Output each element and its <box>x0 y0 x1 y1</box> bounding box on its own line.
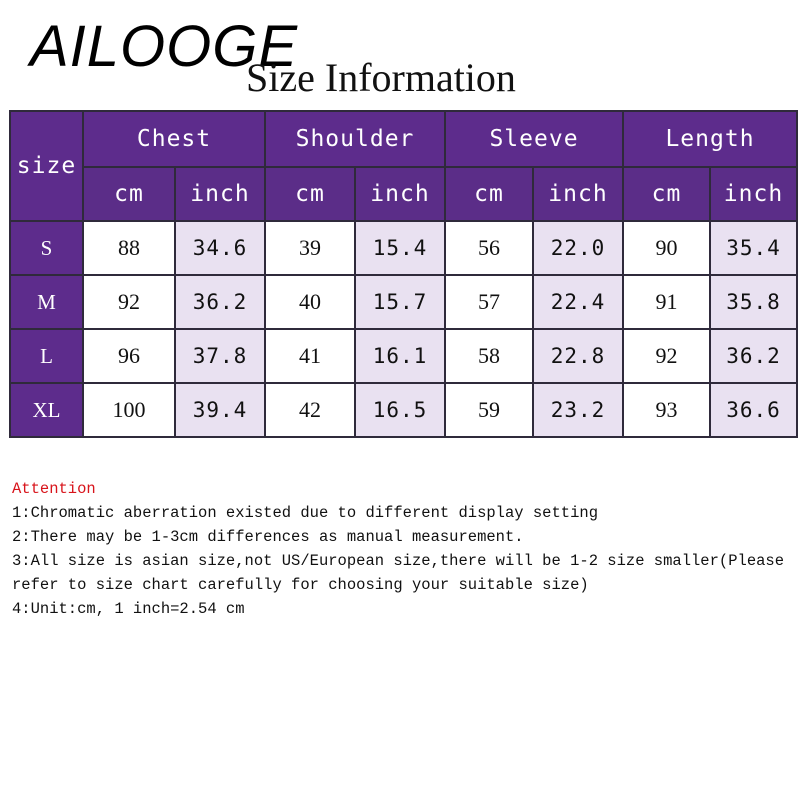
inch-value-cell: 22.8 <box>533 329 623 383</box>
size-rows <box>10 221 797 437</box>
header-row-units <box>10 167 797 221</box>
size-label: M <box>10 275 83 329</box>
inch-value-cell: 36.2 <box>710 329 797 383</box>
cm-value-cell: 91 <box>623 275 710 329</box>
unit-header-cm: cm <box>445 167 533 221</box>
unit-header-inch: inch <box>175 167 265 221</box>
inch-value-cell: 36.2 <box>175 275 265 329</box>
size-label: XL <box>10 383 83 437</box>
inch-value-cell: 35.8 <box>710 275 797 329</box>
size-label: S <box>10 221 83 275</box>
notes-section <box>12 477 792 621</box>
cm-value-cell: 40 <box>265 275 355 329</box>
inch-value-cell: 15.7 <box>355 275 445 329</box>
inch-value-cell: 23.2 <box>533 383 623 437</box>
cm-value-cell: 93 <box>623 383 710 437</box>
unit-header-cm: cm <box>265 167 355 221</box>
size-chart-table <box>9 110 798 438</box>
table-row <box>10 383 797 437</box>
note-line: 1:Chromatic aberration existed due to different display setting <box>12 504 598 522</box>
unit-header-inch: inch <box>533 167 623 221</box>
inch-value-cell: 16.5 <box>355 383 445 437</box>
header-row-groups <box>10 111 797 167</box>
inch-value-cell: 22.0 <box>533 221 623 275</box>
group-header-length: Length <box>623 111 797 167</box>
group-header-chest: Chest <box>83 111 265 167</box>
inch-value-cell: 34.6 <box>175 221 265 275</box>
inch-value-cell: 39.4 <box>175 383 265 437</box>
unit-header-inch: inch <box>355 167 445 221</box>
brand-logo: AILOOGE <box>30 14 299 79</box>
table-row <box>10 329 797 383</box>
cm-value-cell: 42 <box>265 383 355 437</box>
cm-value-cell: 58 <box>445 329 533 383</box>
page-title: Size Information <box>246 55 516 100</box>
cm-value-cell: 88 <box>83 221 175 275</box>
cm-value-cell: 100 <box>83 383 175 437</box>
cm-value-cell: 59 <box>445 383 533 437</box>
inch-value-cell: 36.6 <box>710 383 797 437</box>
cm-value-cell: 90 <box>623 221 710 275</box>
note-line: 2:There may be 1-3cm differences as manual measurement. <box>12 528 524 546</box>
size-label: L <box>10 329 83 383</box>
inch-value-cell: 22.4 <box>533 275 623 329</box>
inch-value-cell: 35.4 <box>710 221 797 275</box>
inch-value-cell: 15.4 <box>355 221 445 275</box>
cm-value-cell: 41 <box>265 329 355 383</box>
inch-value-cell: 37.8 <box>175 329 265 383</box>
group-header-sleeve: Sleeve <box>445 111 623 167</box>
cm-value-cell: 57 <box>445 275 533 329</box>
cm-value-cell: 39 <box>265 221 355 275</box>
table-row <box>10 221 797 275</box>
attention-heading: Attention <box>12 480 96 498</box>
note-line: 4:Unit:cm, 1 inch=2.54 cm <box>12 600 245 618</box>
inch-value-cell: 16.1 <box>355 329 445 383</box>
cm-value-cell: 92 <box>83 275 175 329</box>
group-header-shoulder: Shoulder <box>265 111 445 167</box>
note-line: 3:All size is asian size,not US/European size,there will be 1-2 size smaller(Please refer to size chart carefully for choosing your suitable size) <box>12 552 794 594</box>
unit-header-cm: cm <box>623 167 710 221</box>
size-column-header: size <box>10 111 83 221</box>
cm-value-cell: 56 <box>445 221 533 275</box>
table-row <box>10 275 797 329</box>
cm-value-cell: 92 <box>623 329 710 383</box>
unit-header-inch: inch <box>710 167 797 221</box>
cm-value-cell: 96 <box>83 329 175 383</box>
unit-header-cm: cm <box>83 167 175 221</box>
